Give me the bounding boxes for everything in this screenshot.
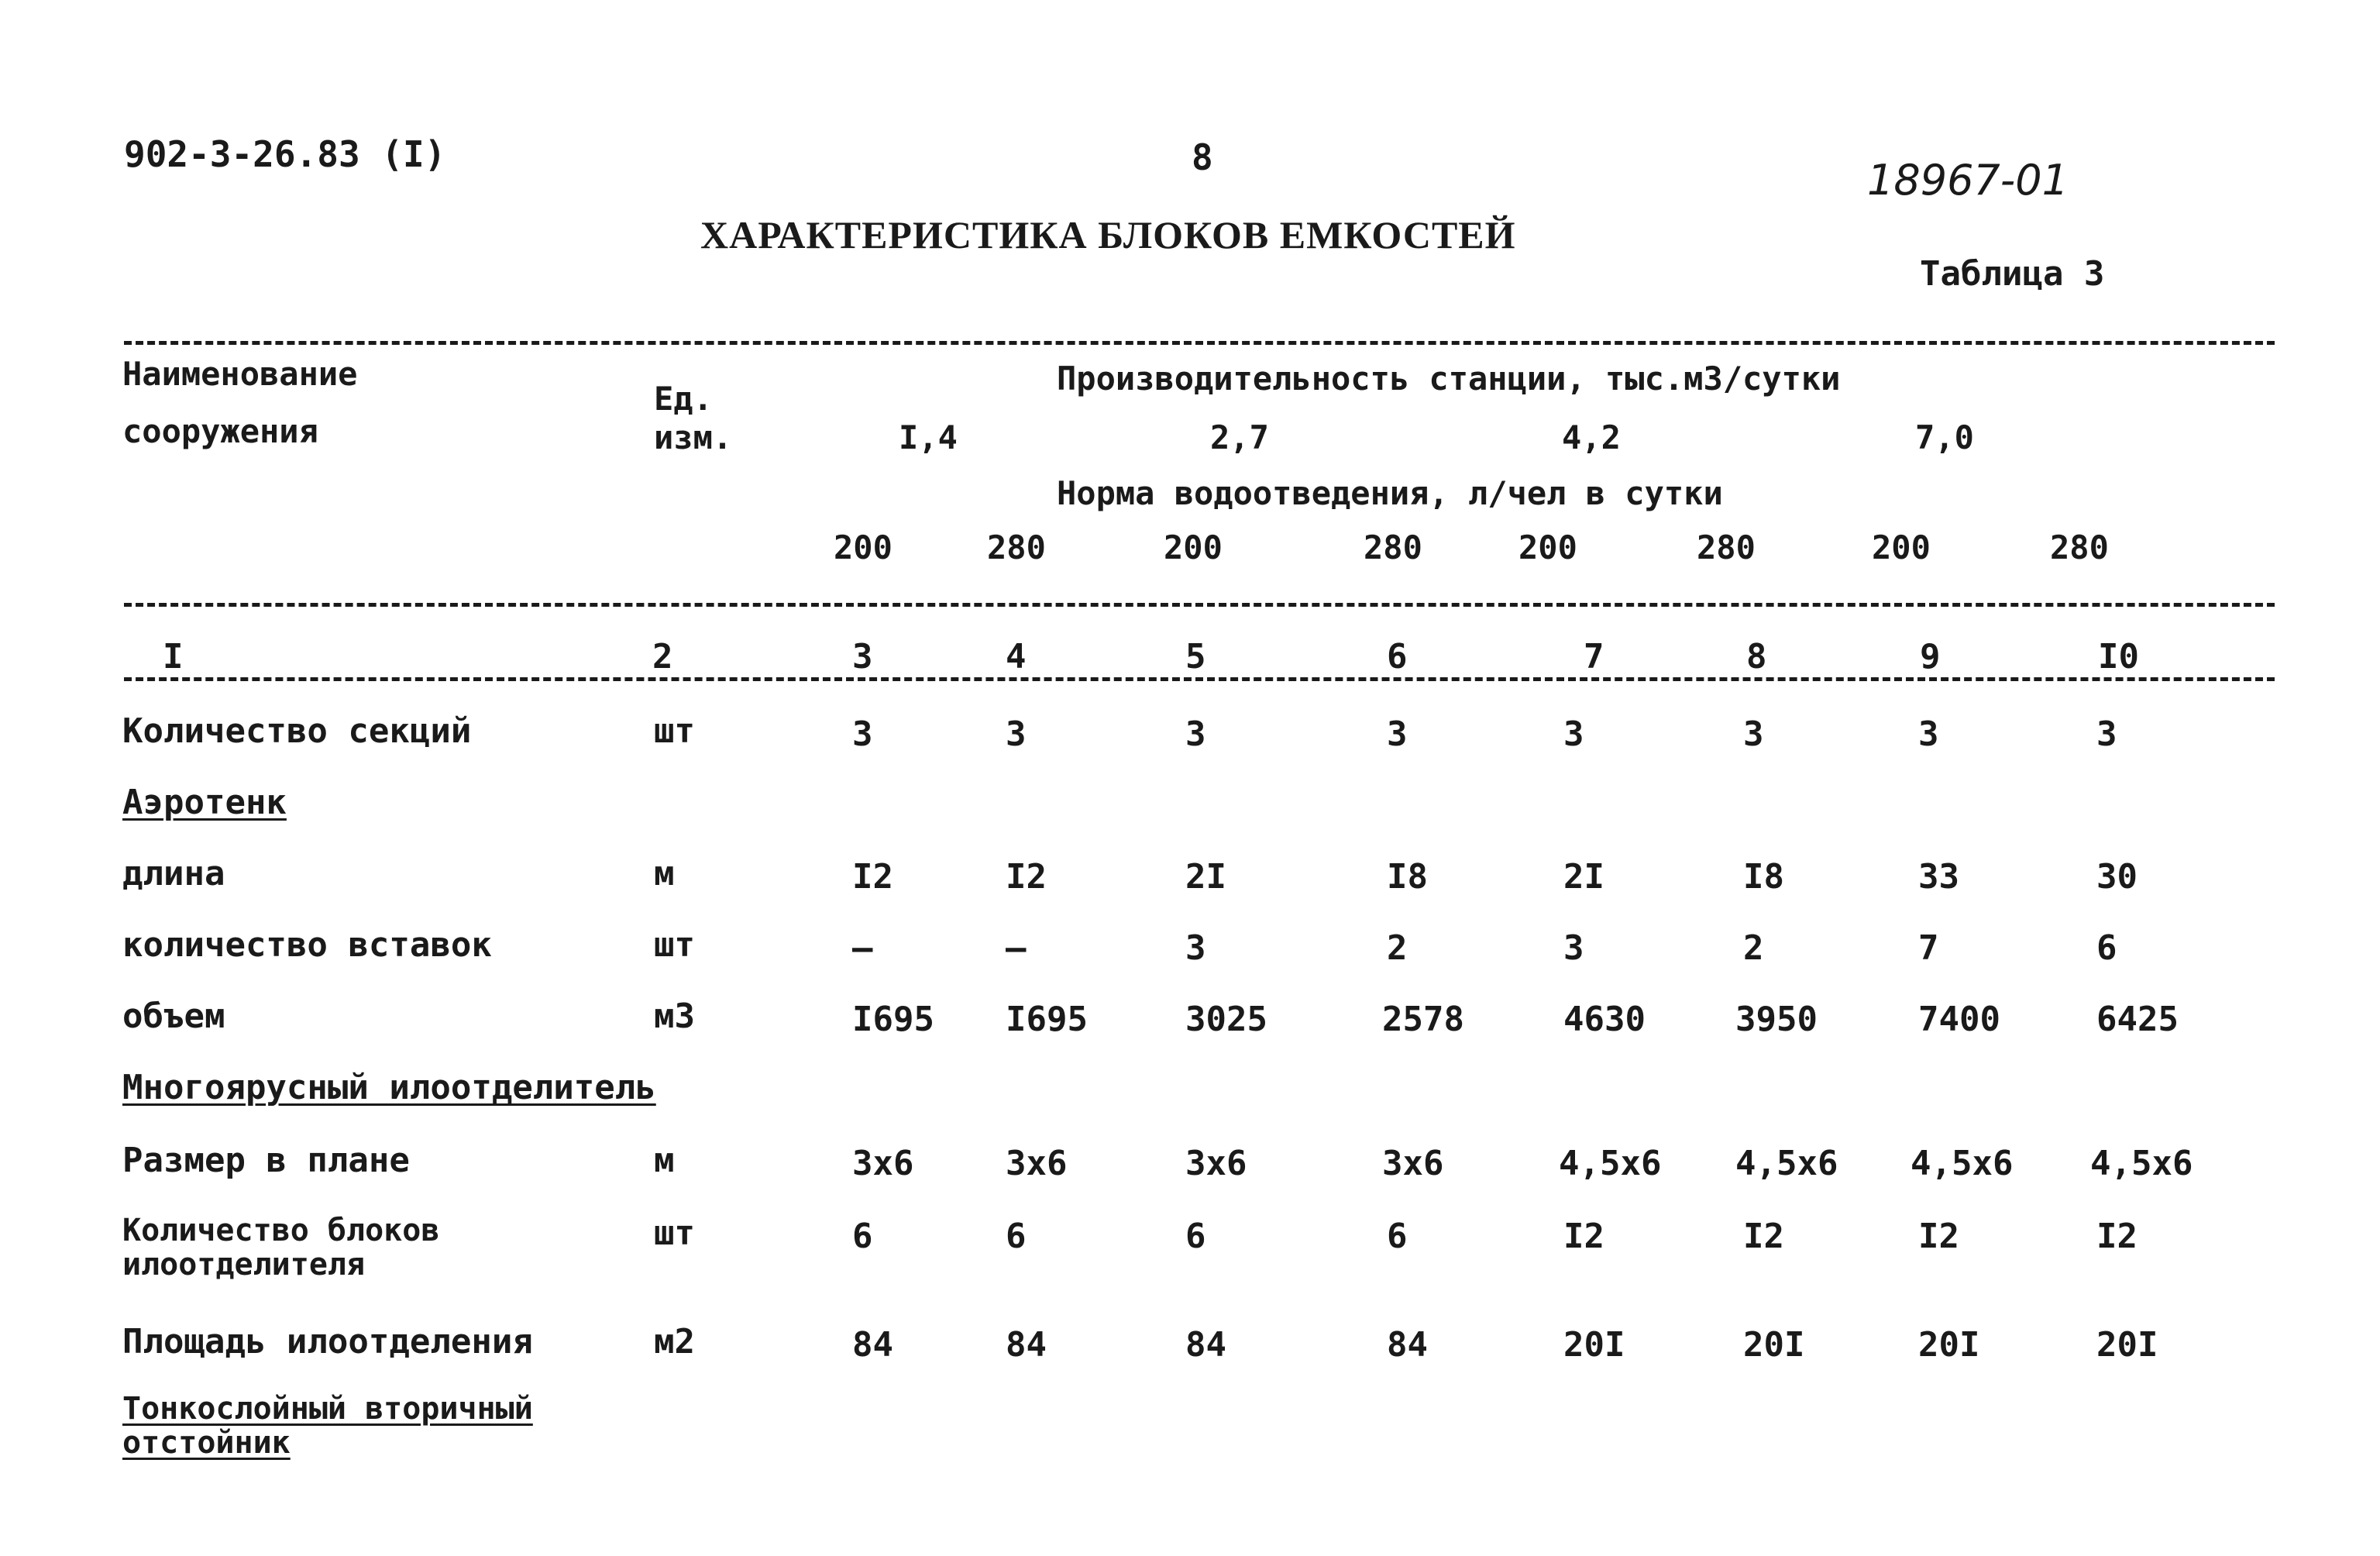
row-label: длина xyxy=(122,854,225,893)
row-label: количество вставок xyxy=(122,925,492,965)
cell: 3x6 xyxy=(852,1144,914,1183)
document-code: 902-3-26.83 (I) xyxy=(124,133,446,175)
header-norm-4: 280 xyxy=(1364,528,1422,566)
cell: 20I xyxy=(2096,1325,2158,1365)
cell: 20I xyxy=(1743,1325,1805,1365)
column-number-4: 4 xyxy=(1006,637,1027,676)
header-norm-3: 200 xyxy=(1164,528,1223,566)
column-number-6: 6 xyxy=(1387,637,1408,676)
cell: 3 xyxy=(1918,714,1939,754)
column-number-10: I0 xyxy=(2098,637,2139,676)
cell: I2 xyxy=(1006,857,1047,897)
header-norm-7: 200 xyxy=(1872,528,1931,566)
cell: 20I xyxy=(1563,1325,1625,1365)
row-unit: шт xyxy=(654,711,695,751)
cell: 6 xyxy=(1006,1217,1027,1256)
section-title-aerotank: Аэротенк xyxy=(122,783,287,822)
column-number-2: 2 xyxy=(652,637,673,676)
cell: I2 xyxy=(1563,1217,1604,1256)
table-top-rule xyxy=(124,341,2275,345)
row-label-line2: илоотделителя xyxy=(122,1247,366,1282)
row-unit: м xyxy=(654,1141,675,1180)
cell: 6425 xyxy=(2096,1000,2179,1039)
column-number-7: 7 xyxy=(1584,637,1604,676)
handwritten-number: 18967-01 xyxy=(1867,156,2069,205)
table-label: Таблица 3 xyxy=(1920,254,2105,294)
cell: I2 xyxy=(2096,1217,2138,1256)
cell: 6 xyxy=(1185,1217,1206,1256)
cell: 3 xyxy=(1387,714,1408,754)
header-capacity-2: 2,7 xyxy=(1210,418,1269,456)
row-label-line1: Количество блоков xyxy=(122,1213,440,1248)
header-norm-title: Норма водоотведения, л/чел в сутки xyxy=(1057,474,1723,512)
cell: 6 xyxy=(1387,1217,1408,1256)
header-norm-5: 200 xyxy=(1518,528,1577,566)
cell: 4,5x6 xyxy=(1735,1144,1838,1183)
section-title-sludge-separator: Многоярусный илоотделитель xyxy=(122,1068,656,1107)
header-norm-6: 280 xyxy=(1697,528,1756,566)
cell: – xyxy=(1006,928,1027,968)
row-label: Размер в плане xyxy=(122,1141,410,1180)
cell: 20I xyxy=(1918,1325,1980,1365)
cell: 2578 xyxy=(1382,1000,1464,1039)
cell: I8 xyxy=(1387,857,1428,897)
cell: 4,5x6 xyxy=(1559,1144,1662,1183)
column-number-rule xyxy=(124,677,2275,681)
section-title-settler-line1: Тонкослойный вторичный xyxy=(122,1391,533,1427)
cell: 3 xyxy=(1006,714,1027,754)
cell: I695 xyxy=(1006,1000,1088,1039)
header-capacity-4: 7,0 xyxy=(1915,418,1974,456)
cell: 7400 xyxy=(1918,1000,2000,1039)
header-unit-line1: Ед. xyxy=(654,380,713,418)
cell: – xyxy=(852,928,873,968)
cell: 2I xyxy=(1563,857,1604,897)
cell: 3 xyxy=(1743,714,1764,754)
cell: 6 xyxy=(2096,928,2117,968)
row-unit: м2 xyxy=(654,1322,695,1362)
header-unit-line2: изм. xyxy=(654,418,733,456)
column-number-3: 3 xyxy=(852,637,873,676)
cell: 3 xyxy=(1185,928,1206,968)
header-capacity-title: Производительность станции, тыс.м3/сутки xyxy=(1057,360,1841,398)
cell: 3 xyxy=(1563,714,1584,754)
header-capacity-1: I,4 xyxy=(899,418,958,456)
column-number-8: 8 xyxy=(1746,637,1767,676)
cell: 3025 xyxy=(1185,1000,1267,1039)
row-unit: шт xyxy=(654,1213,695,1253)
section-title-settler-line2: отстойник xyxy=(122,1425,291,1461)
page-number: 8 xyxy=(1192,136,1213,178)
cell: 84 xyxy=(1185,1325,1226,1365)
cell: 3 xyxy=(2096,714,2117,754)
header-bottom-rule xyxy=(124,603,2275,607)
cell: 3x6 xyxy=(1382,1144,1444,1183)
cell: 84 xyxy=(852,1325,893,1365)
header-name-line1: Наименование xyxy=(122,355,358,393)
row-unit: шт xyxy=(654,925,695,965)
page-title: ХАРАКТЕРИСТИКА БЛОКОВ ЕМКОСТЕЙ xyxy=(700,213,1516,256)
cell: 30 xyxy=(2096,857,2138,897)
cell: I2 xyxy=(852,857,893,897)
cell: 2 xyxy=(1387,928,1408,968)
cell: 3 xyxy=(1185,714,1206,754)
cell: I2 xyxy=(1743,1217,1784,1256)
header-norm-2: 280 xyxy=(987,528,1046,566)
header-norm-1: 200 xyxy=(834,528,892,566)
cell: I695 xyxy=(852,1000,934,1039)
cell: 3 xyxy=(852,714,873,754)
cell: 2 xyxy=(1743,928,1764,968)
cell: 3950 xyxy=(1735,1000,1818,1039)
cell: 7 xyxy=(1918,928,1939,968)
cell: 4,5x6 xyxy=(1911,1144,2014,1183)
cell: I2 xyxy=(1918,1217,1959,1256)
row-label: Количество секций xyxy=(122,711,472,751)
cell: 4,5x6 xyxy=(2090,1144,2193,1183)
header-capacity-3: 4,2 xyxy=(1562,418,1621,456)
column-number-9: 9 xyxy=(1920,637,1941,676)
cell: 4630 xyxy=(1563,1000,1646,1039)
row-unit: м3 xyxy=(654,997,695,1036)
cell: I8 xyxy=(1743,857,1784,897)
cell: 3x6 xyxy=(1006,1144,1068,1183)
row-label: Площадь илоотделения xyxy=(122,1322,533,1362)
row-label: объем xyxy=(122,997,225,1036)
row-unit: м xyxy=(654,854,675,893)
column-number-1: I xyxy=(163,637,184,676)
cell: 84 xyxy=(1006,1325,1047,1365)
cell: 33 xyxy=(1918,857,1959,897)
column-number-5: 5 xyxy=(1185,637,1206,676)
header-name-line2: сооружения xyxy=(122,412,318,450)
cell: 6 xyxy=(852,1217,873,1256)
cell: 2I xyxy=(1185,857,1226,897)
header-norm-8: 280 xyxy=(2050,528,2109,566)
cell: 3x6 xyxy=(1185,1144,1247,1183)
cell: 84 xyxy=(1387,1325,1428,1365)
cell: 3 xyxy=(1563,928,1584,968)
